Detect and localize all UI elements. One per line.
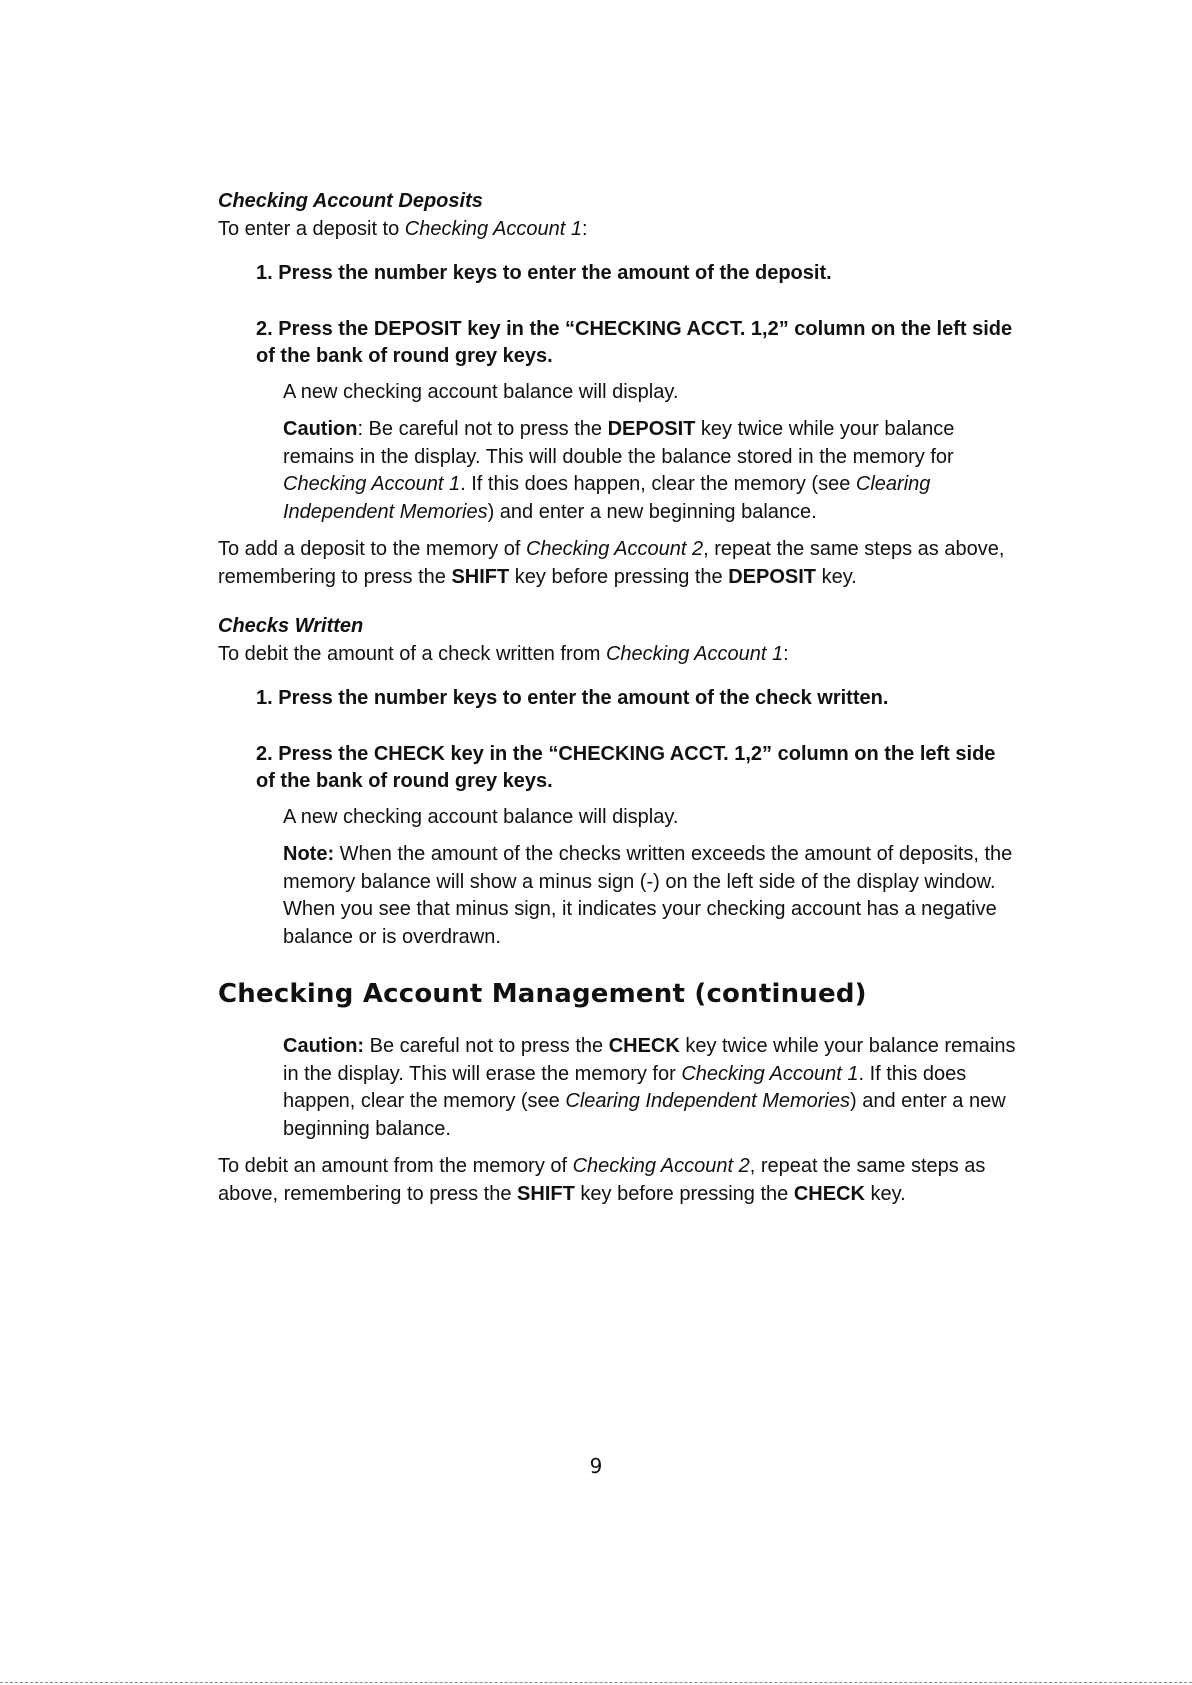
deposit-step-1: 1. Press the number keys to enter the amount of the deposit.	[256, 262, 832, 284]
checks-step-2: 2. Press the CHECK key in the “CHECKING ACCT. 1,2” column on the left side of the bank of round grey keys.	[256, 742, 996, 792]
manual-page	[218, 188, 1018, 1208]
checks-result: A new checking account balance will display.	[283, 805, 679, 828]
deposit-intro: To enter a deposit to Checking Account 1:	[218, 217, 588, 240]
checks-step-1: 1. Press the number keys to enter the amount of the check written.	[256, 687, 889, 709]
check-account-2: To debit an amount from the memory of Checking Account 2, repeat the same steps as above, remembering to press the SHIFT key before pressing the CHECK key.	[218, 1155, 986, 1205]
deposit-caution: Caution: Be careful not to press the DEPOSIT key twice while your balance remains in the display. This will double the balance stored in the memory for Checking Account 1. If this does happen, clear the memory (see Clearing Independent Memories) and enter a new beginning balance.	[283, 418, 955, 523]
section-title-deposits: Checking Account Deposits	[218, 190, 483, 212]
page-heading: Checking Account Management (continued)	[218, 979, 867, 1009]
checks-note: Note: When the amount of the checks written exceeds the amount of deposits, the memory balance will show a minus sign (-) on the left side of the display window. When you see that minus sign, it indicates your checking account has a negative balance or is overdrawn.	[283, 843, 1013, 948]
deposit-step-2: 2. Press the DEPOSIT key in the “CHECKING ACCT. 1,2” column on the left side of the bank of round grey keys.	[256, 317, 1013, 367]
page-edge-divider	[0, 1682, 1192, 1683]
check-caution: Caution: Be careful not to press the CHECK key twice while your balance remains in the display. This will erase the memory for Checking Account 1. If this does happen, clear the memory (see Clearing Independent Memories) and enter a new beginning balance.	[283, 1035, 1016, 1140]
page-number: 9	[589, 1454, 603, 1478]
deposit-result: A new checking account balance will display.	[283, 380, 679, 403]
section-title-checks: Checks Written	[218, 615, 364, 637]
deposit-account-2: To add a deposit to the memory of Checking Account 2, repeat the same steps as above, remembering to press the SHIFT key before pressing the DEPOSIT key.	[218, 538, 1005, 588]
checks-intro: To debit the amount of a check written from Checking Account 1:	[218, 642, 789, 665]
